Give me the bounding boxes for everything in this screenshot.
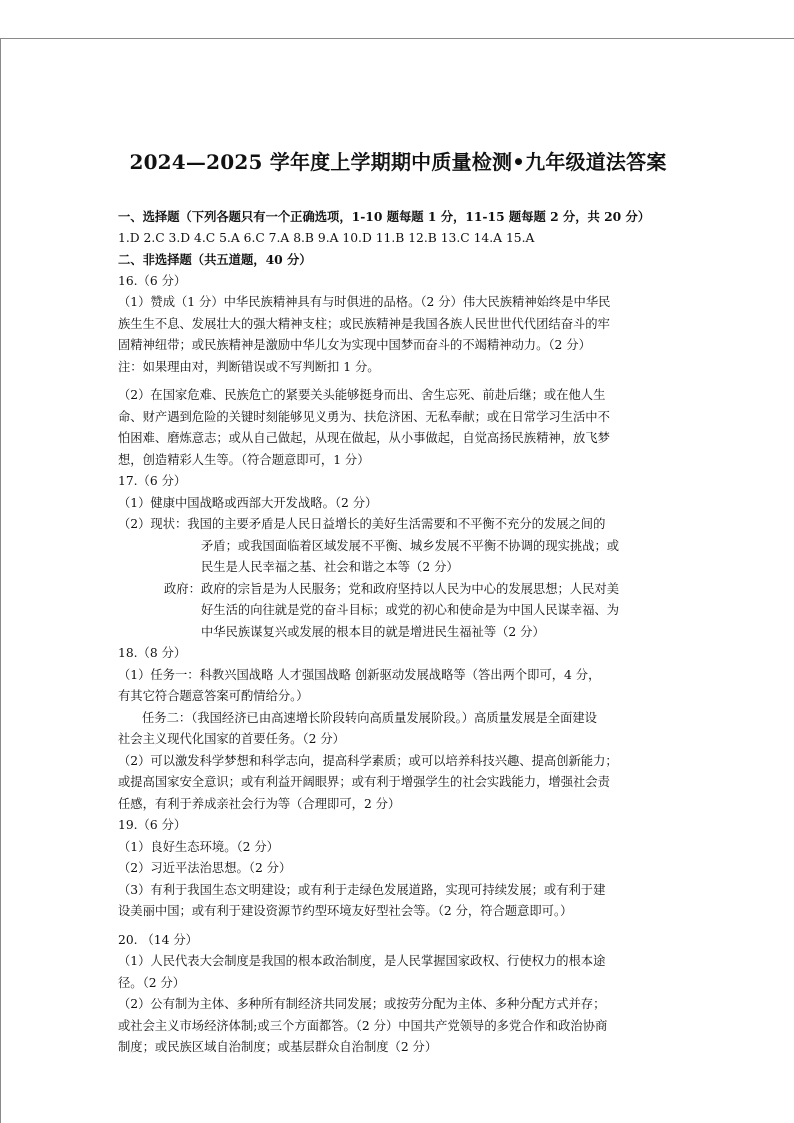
answer-line: 17.（6 分） bbox=[118, 474, 187, 488]
page-left-border bbox=[0, 38, 1, 1123]
answer-line: 任感，有利于养成亲社会行为等（合理即可，2 分） bbox=[118, 796, 401, 811]
answer-line: 有其它符合题意答案可酌情给分。） bbox=[118, 689, 309, 703]
answer-line: 好生活的向往就是党的奋斗目标；或党的初心和使命是为中国人民谋幸福、为 bbox=[201, 603, 620, 617]
answer-line: 1.D 2.C 3.D 4.C 5.A 6.C 7.A 8.B 9.A 10.D 11.B 12.B 13.C 14.A 15.A bbox=[118, 230, 535, 245]
answer-line: 16.（6 分） bbox=[118, 273, 187, 288]
spacer bbox=[118, 378, 678, 385]
document-title: 2024—2025 学年度上学期期中质量检测•九年级道法答案 bbox=[129, 150, 667, 174]
answer-line: 一、选择题（下列各题只有一个正确选项，1-10 题每题 1 分，11-15 题每题 2 分，共 20 分） bbox=[118, 209, 651, 224]
answer-line: 或社会主义市场经济体制;或三个方面都答。（2 分）中国共产党领导的多党合作和政治协商 bbox=[118, 1018, 608, 1033]
answer-line: 或提高国家安全意识；或有利益开阔眼界；或有利于增强学生的社会实践能力，增强社会责 bbox=[118, 775, 610, 789]
page-top-border bbox=[0, 38, 794, 39]
answer-line: （2）现状：我国的主要矛盾是人民日益增长的美好生活需要和不平衡不充分的发展之间的 bbox=[118, 517, 606, 531]
answer-line: 想，创造精彩人生等。（符合题意即可，1 分） bbox=[118, 452, 370, 467]
answer-line: 径。（2 分） bbox=[118, 975, 186, 990]
answer-line: 任务二：（我国经济已由高速增长阶段转向高质量发展阶段。）高质量发展是全面建设 bbox=[142, 710, 597, 725]
answer-line: 社会主义现代化国家的首要任务。（2 分） bbox=[118, 732, 345, 746]
answer-line: 19.（6 分） bbox=[118, 818, 187, 832]
answer-line: （2）公有制为主体、多种所有制经济共同发展；或按劳分配为主体、多种分配方式并存； bbox=[118, 997, 606, 1011]
answer-line: 中华民族谋复兴或发展的根本目的就是增进民生福祉等（2 分） bbox=[201, 624, 545, 639]
answer-line: （1）赞成（1 分）中华民族精神具有与时俱进的品格。（2 分）伟大民族精神始终是中华民 bbox=[118, 295, 611, 309]
answer-line: 怕困难、磨炼意志；或从自己做起，从现在做起，从小事做起，自觉高扬民族精神，放飞梦 bbox=[118, 431, 610, 445]
answer-line: 固精神纽带；或民族精神是激励中华儿女为实现中国梦而奋斗的不竭精神动力。（2 分） bbox=[118, 338, 591, 352]
answer-line: 20. （14 分） bbox=[118, 932, 198, 947]
answer-line: （3）有利于我国生态文明建设；或有利于走绿色发展道路，实现可持续发展；或有利于建 bbox=[118, 882, 606, 897]
answer-line: 18.（8 分） bbox=[118, 646, 187, 660]
answer-line: 注：如果理由对，判断错误或不写判断扣 1 分。 bbox=[118, 359, 380, 374]
answer-line: 矛盾；或我国面临着区域发展不平衡、城乡发展不平衡不协调的现实挑战；或 bbox=[201, 538, 620, 553]
answer-line: 设美丽中国；或有利于建设资源节约型环境友好型社会等。（2 分，符合题意即可。） bbox=[118, 904, 573, 918]
answer-line: 二、非选择题（共五道题，40 分） bbox=[118, 252, 312, 267]
spacer bbox=[118, 923, 678, 930]
answer-line: 政府：政府的宗旨是为人民服务；党和政府坚持以人民为中心的发展思想；人民对美 bbox=[164, 581, 619, 596]
answer-line: （1）人民代表大会制度是我国的根本政治制度，是人民掌握国家政权、行使权力的根本途 bbox=[118, 954, 606, 968]
answer-line: （2）在国家危难、民族危亡的紧要关头能够挺身而出、舍生忘死、前赴后继；或在他人生 bbox=[118, 388, 606, 402]
answer-line: 民生是人民幸福之基、社会和谐之本等（2 分） bbox=[201, 560, 459, 574]
answer-line: （2）可以激发科学梦想和科学志向，提高科学素质；或可以培养科技兴趣、提高创新能力； bbox=[118, 753, 618, 768]
answer-line: 族生生不息、发展壮大的强大精神支柱；或民族精神是我国各族人民世世代代团结奋斗的牢 bbox=[118, 316, 610, 331]
answer-line: 制度；或民族区域自治制度；或基层群众自治制度（2 分） bbox=[118, 1040, 438, 1054]
answer-content bbox=[118, 206, 678, 1059]
answer-line: （2）习近平法治思想。（2 分） bbox=[118, 861, 292, 875]
answer-line: 命、财产遇到危险的关键时刻能够见义勇为、扶危济困、无私奉献；或在日常学习生活中不 bbox=[118, 409, 610, 424]
answer-line: （1）健康中国战略或西部大开发战略。（2 分） bbox=[118, 495, 378, 510]
answer-line: （1）任务一：科教兴国战略 人才强国战略 创新驱动发展战略等（答出两个即可，4 分， bbox=[118, 667, 601, 682]
answer-line: （1）良好生态环境。（2 分） bbox=[118, 839, 279, 854]
